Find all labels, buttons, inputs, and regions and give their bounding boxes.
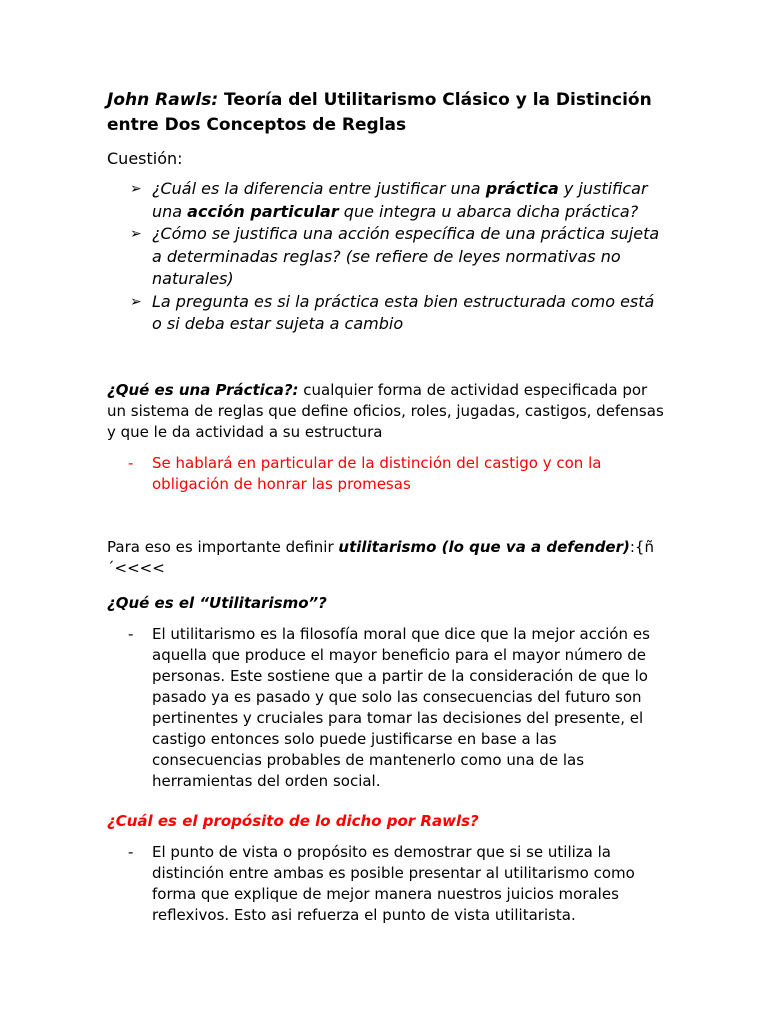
question-3-text: La pregunta es si la práctica esta bien estructurada como está o si deba estar sujeta a cambio bbox=[152, 291, 655, 333]
para-eso-after: :{ñ´<<<< bbox=[107, 537, 654, 577]
proposito-bullet-text: El punto de vista o propósito es demostrar que si se utiliza la distinción entre ambas es posible presentar al utilitarismo como forma que explique de mejor manera nuestros juicios morales reflexivos. Esto asi refuerza el punto de vista utilitarista. bbox=[152, 842, 635, 924]
utilitarismo-bullet-text: El utilitarismo es la filosofía moral que dice que la mejor acción es aquella que produce el mayor beneficio para el mayor número de personas. Este sostiene que a partir de la consideración de que lo pasado ya es pasado y que solo las consecuencias del futuro son pertinentes y cruciales para tomar las decisiones del presente, el castigo entonces solo puede justificarse en base a las consecuencias probables de mantenerlo como una de las herramientas del orden social. bbox=[152, 624, 650, 790]
para-eso-bold: utilitarismo (lo que va a defender) bbox=[338, 537, 630, 556]
utilitarismo-heading: ¿Qué es el “Utilitarismo”? bbox=[107, 593, 327, 612]
proposito-heading: ¿Cuál es el propósito de lo dicho por Rawls? bbox=[107, 811, 479, 830]
practica-bullet-list bbox=[107, 453, 667, 495]
practica-text: cualquier forma de actividad especificada por un sistema de reglas que define oficios, roles, jugadas, castigos, defensas y que le da actividad a su estructura bbox=[107, 380, 664, 441]
list-item bbox=[107, 453, 667, 495]
practica-definition bbox=[107, 380, 667, 443]
para-eso-before: Para eso es importante definir bbox=[107, 537, 339, 556]
question-item bbox=[107, 178, 667, 223]
question-1-part2: y justificar una bbox=[152, 179, 648, 221]
para-eso-paragraph bbox=[107, 537, 667, 579]
question-1-bold2: acción particular bbox=[187, 201, 339, 221]
arrow-bullet-icon: ➢ bbox=[130, 226, 142, 242]
arrow-bullet-icon: ➢ bbox=[130, 181, 142, 197]
dash-bullet-icon: - bbox=[128, 842, 134, 861]
list-item bbox=[107, 624, 667, 792]
question-item bbox=[107, 223, 667, 291]
document-title bbox=[107, 88, 667, 138]
dash-bullet-icon: - bbox=[128, 453, 134, 472]
title-author: John Rawls: bbox=[107, 90, 219, 110]
question-1-part3: que integra u abarca dicha práctica? bbox=[338, 201, 639, 221]
question-2-text: ¿Cómo se justifica una acción específica de una práctica sujeta a determinadas reglas? (se refiere de leyes normativas no naturales) bbox=[152, 224, 660, 288]
document-page bbox=[107, 88, 667, 926]
arrow-bullet-icon: ➢ bbox=[130, 293, 142, 310]
title-text: Teoría del Utilitarismo Clásico y la Distinción entre Dos Conceptos de Reglas bbox=[107, 90, 652, 135]
practica-bullet-text: Se hablará en particular de la distinción del castigo y con la obligación de honrar las promesas bbox=[152, 453, 602, 493]
question-1-bold1: práctica bbox=[485, 179, 559, 198]
dash-bullet-icon: - bbox=[128, 624, 134, 643]
practica-label: ¿Qué es una Práctica?: bbox=[107, 380, 299, 399]
question-list bbox=[107, 178, 667, 336]
cuestion-label: Cuestión: bbox=[107, 149, 183, 168]
utilitarismo-bullet-list bbox=[107, 624, 667, 792]
list-item bbox=[107, 842, 667, 926]
question-item bbox=[107, 291, 667, 336]
proposito-bullet-list bbox=[107, 842, 667, 926]
question-1-part1: ¿Cuál es la diferencia entre justificar una bbox=[152, 179, 486, 198]
